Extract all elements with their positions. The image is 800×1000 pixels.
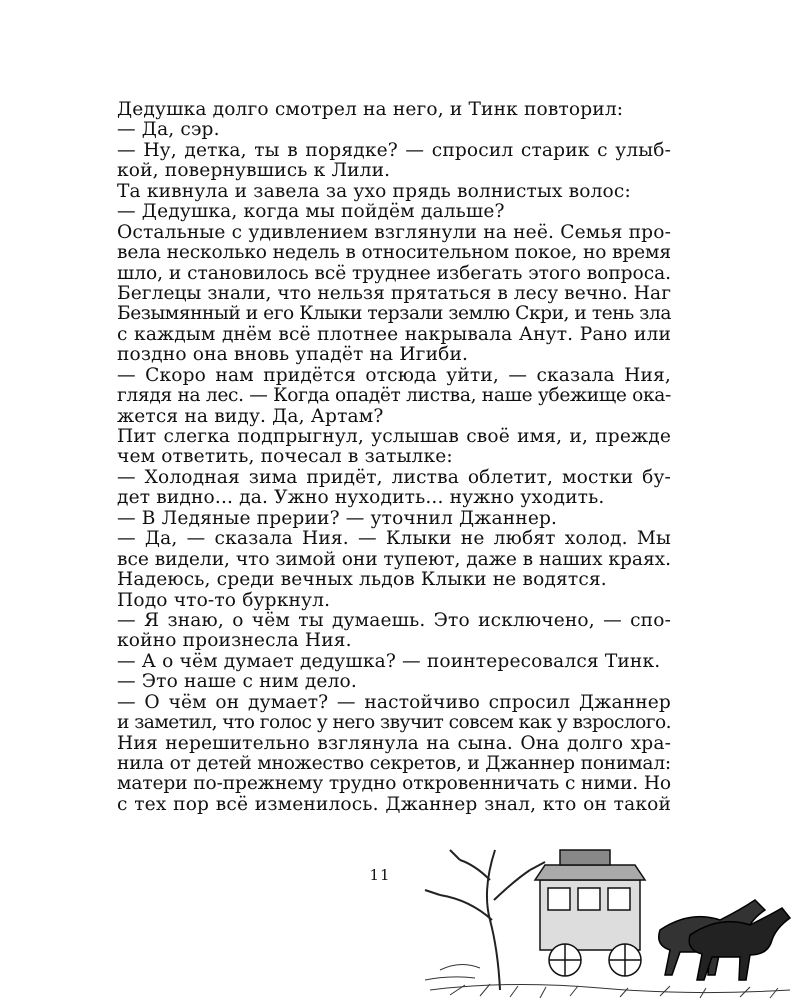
text-line: с каждым днём всё плотнее накрывала Анут. Рано или [117,323,671,345]
text-line: вела несколько недель в относительном покое, но время [117,242,671,264]
text-line: — Холодная зима придёт, листва облетит, мостки бу- [117,466,671,488]
text-line: поздно она вновь упадёт на Игиби. [117,344,469,366]
text-line: — Я знаю, о чём ты думаешь. Это исключено, — спо- [117,609,671,631]
text-line: Надеюсь, среди вечных льдов Клыки не водятся. [117,569,607,591]
text-line: — Скоро нам придётся отсюда уйти, — сказала Ния, [117,364,671,386]
text-line: Остальные с удивлением взглянули на неё. Семья про- [117,221,671,243]
text-line: — Да, — сказала Ния. — Клыки не любят холод. Мы [117,528,671,550]
text-line: — Дедушка, когда мы пойдём дальше? [117,201,505,223]
text-line: койно произнесла Ния. [117,630,352,652]
text-line: с тех пор всё изменилось. Джаннер знал, кто он такой [117,793,671,815]
book-page-text [117,100,671,815]
text-line: Та кивнула и завела за ухо прядь волнистых волос: [117,180,631,202]
text-line: — О чём он думает? — настойчиво спросил Джаннер [117,691,671,713]
text-line: Подо что-то буркнул. [117,589,331,611]
carriage-illustration [420,840,800,1000]
text-line: жется на виду. Да, Артам? [117,405,384,427]
text-line: — Да, сэр. [117,119,220,141]
text-line: — Ну, детка, ты в порядке? — спросил старик с улыб- [117,139,671,161]
text-line: матери по-прежнему трудно откровенничать с ними. Но [117,773,671,795]
text-line: — Это наше с ним дело. [117,671,357,693]
horses-sketch [659,900,790,980]
text-line: нила от детей множество секретов, и Джаннер понимал: [117,753,671,774]
text-line: кой, повернувшись к Лили. [117,160,391,182]
text-line: Дедушка долго смотрел на него, и Тинк повторил: [117,99,624,120]
text-line: Безымянный и его Клыки терзали землю Скри, и тень зла [117,303,671,325]
text-line: Ния нерешительно взглянула на сына. Она долго хра- [117,732,671,754]
text-line: чем ответить, почесал в затылке: [117,446,453,468]
text-line: и заметил, что голос у него звучит совсем как у взрослого. [117,712,671,734]
text-line: дет видно... да. Ужно нуходить... нужно уходить. [117,487,605,509]
text-line: — В Ледяные прерии? — уточнил Джаннер. [117,507,558,529]
text-line: — А о чём думает дедушка? — поинтересовался Тинк. [117,650,661,672]
page-number: 11 [369,866,391,884]
text-line: Беглецы знали, что нельзя прятаться в лесу вечно. Наг [117,282,671,304]
ground-sketch [425,964,790,998]
carriage-sketch [535,850,645,976]
text-line: глядя на лес. — Когда опадёт листва, наше убежище ока- [117,385,671,407]
text-line: шло, и становилось всё труднее избегать этого вопроса. [117,262,671,284]
text-line: все видели, что зимой они тупеют, даже в наших краях. [117,548,671,570]
text-line: Пит слегка подпрыгнул, услышав своё имя, и, прежде [117,426,671,447]
